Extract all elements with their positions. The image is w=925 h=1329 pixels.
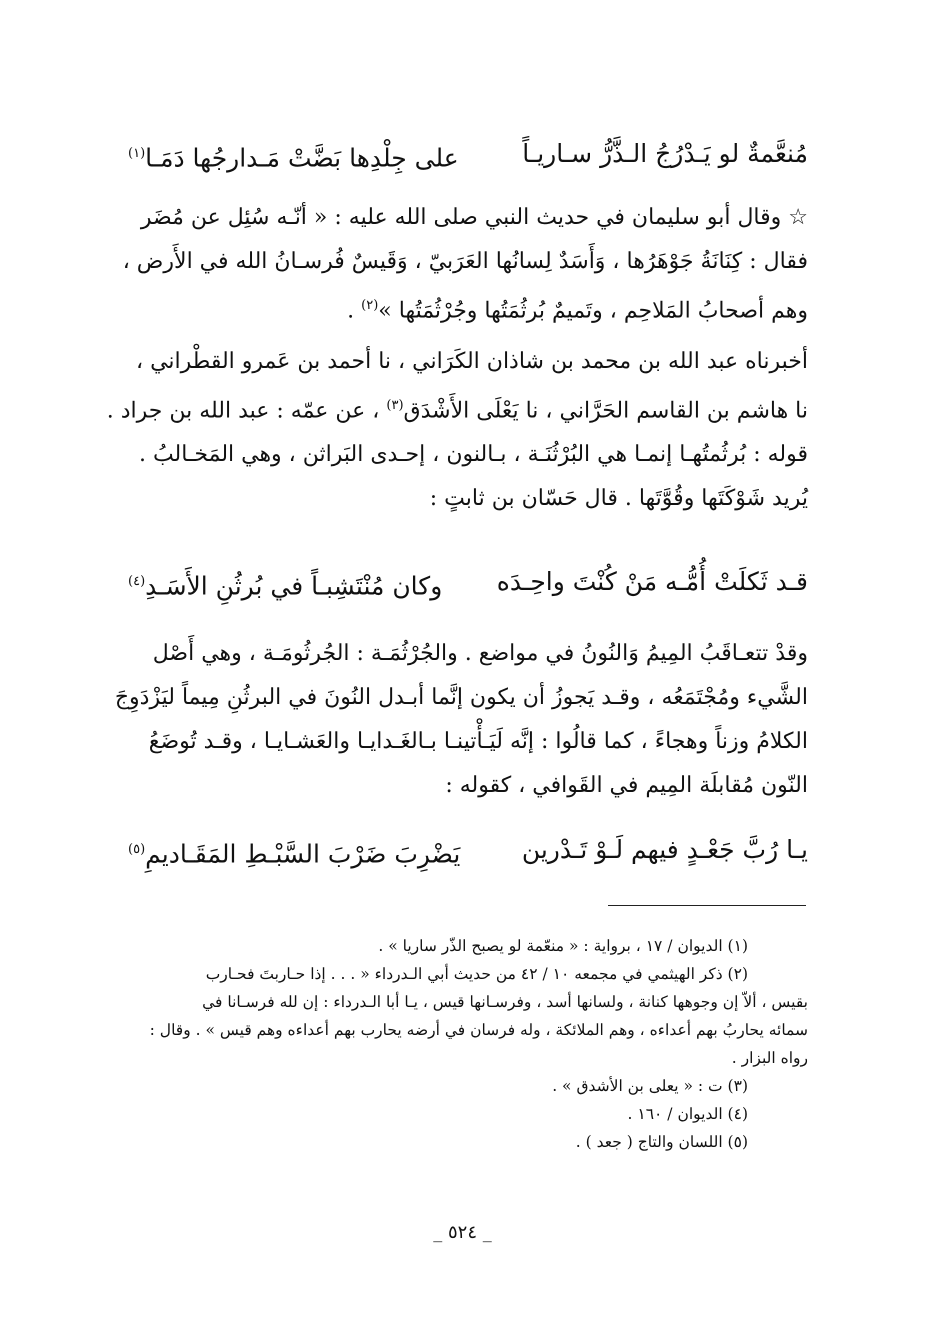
paragraph-2: [106, 340, 808, 521]
verse-3-second-text: يَضْرِبَ ضَرْبَ السَّبْـطِ المَقَـاديمِ: [145, 839, 461, 869]
verse-2-second-hemistich: [128, 562, 442, 606]
footnote-2: (٢) ذكر الهيثمي في مجمعه ١٠ / ٤٢ من حديث أبي الـدرداء « . . . إذا حـاربتَ فحـارب: [205, 965, 748, 983]
paragraph-3-line-1: وقدْ تتعـاقَبُ المِيمُ وَالنُونُ في مواضع . والجُرْثُمَـة : الجُرثُومَـة ، وهي أَصْل: [152, 641, 808, 666]
paragraph-1-line-3: [128, 284, 808, 333]
paragraph-1: [122, 196, 808, 333]
paragraph-3-line-4: النّون مُقابلَة المِيم في القَوافي ، كقوله :: [445, 773, 808, 798]
footnote-ref-4: (٤): [128, 574, 146, 589]
paragraph-1-line-2: فقال : كِنَانَةُ جَوْهَرُها ، وَأَسَدٌ لِسانُها العَرَبيّ ، وَقَيسٌ فُرسـانُ الله في الأَرض ،: [122, 249, 808, 274]
paragraph-1-line-1: ☆ وقال أبو سليمان في حديث النبي صلى الله عليه : « أنّـه سُئِل عن مُضَر: [140, 205, 808, 230]
footnote-2-cont-2: سمائه يحاربُ بهم أعداءه ، وهم الملائكة ، وله فرسان في أرضه يحارب بهم أعداءه وهم قيس » . وقال :: [149, 1021, 808, 1039]
page-number: _ ٥٢٤ _: [433, 1222, 492, 1243]
paragraph-2-line-4: يُريد شَوْكَتَها وقُوَّتَها . قال حَسّان بن ثابتٍ :: [429, 486, 808, 512]
footnote-1: (١) الديوان / ١٧ ، برواية : « منعّمة لو يصبح الذّر ساريا » .: [378, 937, 748, 955]
verse-3-second-hemistich: [128, 830, 460, 874]
paragraph-2-line-2: [106, 384, 808, 433]
footnotes: [128, 932, 808, 1156]
footnote-2-cont-3: رواه البزار .: [731, 1049, 808, 1067]
verse-2-first-hemistich: قـد ثَكلَتْ أُمُّـه مَنْ كُنْتَ واحِـدَه: [496, 567, 808, 596]
footnote-divider: [608, 905, 806, 906]
footnote-ref-5: (٥): [128, 842, 146, 857]
verse-1-second-hemistich: [128, 134, 459, 178]
footnote-ref-1: (١): [128, 146, 146, 161]
paragraph-2-line-1: أخبرناه عبد الله بن محمد بن شاذان الكَرَاني ، نا أحمد بن عَمرو القطْراني ،: [135, 349, 808, 374]
verse-2-second-text: وكان مُنْتَشِبـاً في بُرثُنِ الأَسَـدِ: [145, 571, 443, 601]
paragraph-2-line-2-tail: ، عن عمّه : عبد الله بن جراد .: [106, 398, 387, 424]
paragraph-3-line-2: الشَّيء ومُجْتَمَعُه ، وقـد يَجوزُ أن يكون إنَّما أبـدل النُونَ في البرثُنِ مِيماً ليَزْدَوِجَ: [114, 685, 808, 710]
paragraph-3-line-3: الكلامُ وزناً وهجاءً ، كما قالُوا : إنَّه لَيَـأْتينـا بـالغَـدايـا والعَشـايـا ، وقـد تُوضَعُ: [148, 729, 808, 754]
footnote-2-cont-1: بقيس ، ألاّ إن وجوهها كنانة ، ولسانها أسد ، وفرسـانها قيس ، يـا أبا الـدرداء : إن لله فرسـانا في: [202, 993, 808, 1011]
paragraph-3: [114, 632, 808, 808]
footnote-ref-2: (٢): [361, 298, 379, 313]
verse-1-first-hemistich: مُنعَّمةٌ لو يَـدْرُجُ الـذَّرُّ سـاريـاً: [522, 139, 808, 168]
verse-3-first-hemistich: يـا رُبَّ جَعْـدٍ فيهم لَـوْ تَـدْرين: [521, 835, 808, 864]
verse-1-second-text: على جِلْدِها بَضَّتْ مَـدارجُها دَمَـا: [145, 143, 459, 173]
footnote-ref-3: (٣): [386, 398, 404, 413]
footnote-3: (٣) ت : « يعلى بن الأشدق » .: [552, 1077, 748, 1095]
paragraph-2-line-3: قوله : بُرثُمتُهـا إنمـا هي البُرْثُنَـة ، بـالنون ، إحـدى البَراثن ، وهي المَخـالبُ .: [138, 442, 808, 468]
footnote-5: (٥) اللسان والتاج ( جعد ) .: [575, 1133, 748, 1151]
paragraph-2-line-2-text: نا هاشم بن القاسم الحَرَّاني ، نا يَعْلَى الأَشْدَق: [403, 398, 808, 424]
paragraph-1-line-3-text: وهم أصحابُ المَلاحِم ، وتَميمٌ بُرثُمَتُها وجُرْثُمَتُها »: [378, 298, 808, 324]
footnote-4: (٤) الديوان / ١٦٠ .: [627, 1105, 748, 1123]
paragraph-1-line-3-tail: .: [347, 298, 362, 324]
